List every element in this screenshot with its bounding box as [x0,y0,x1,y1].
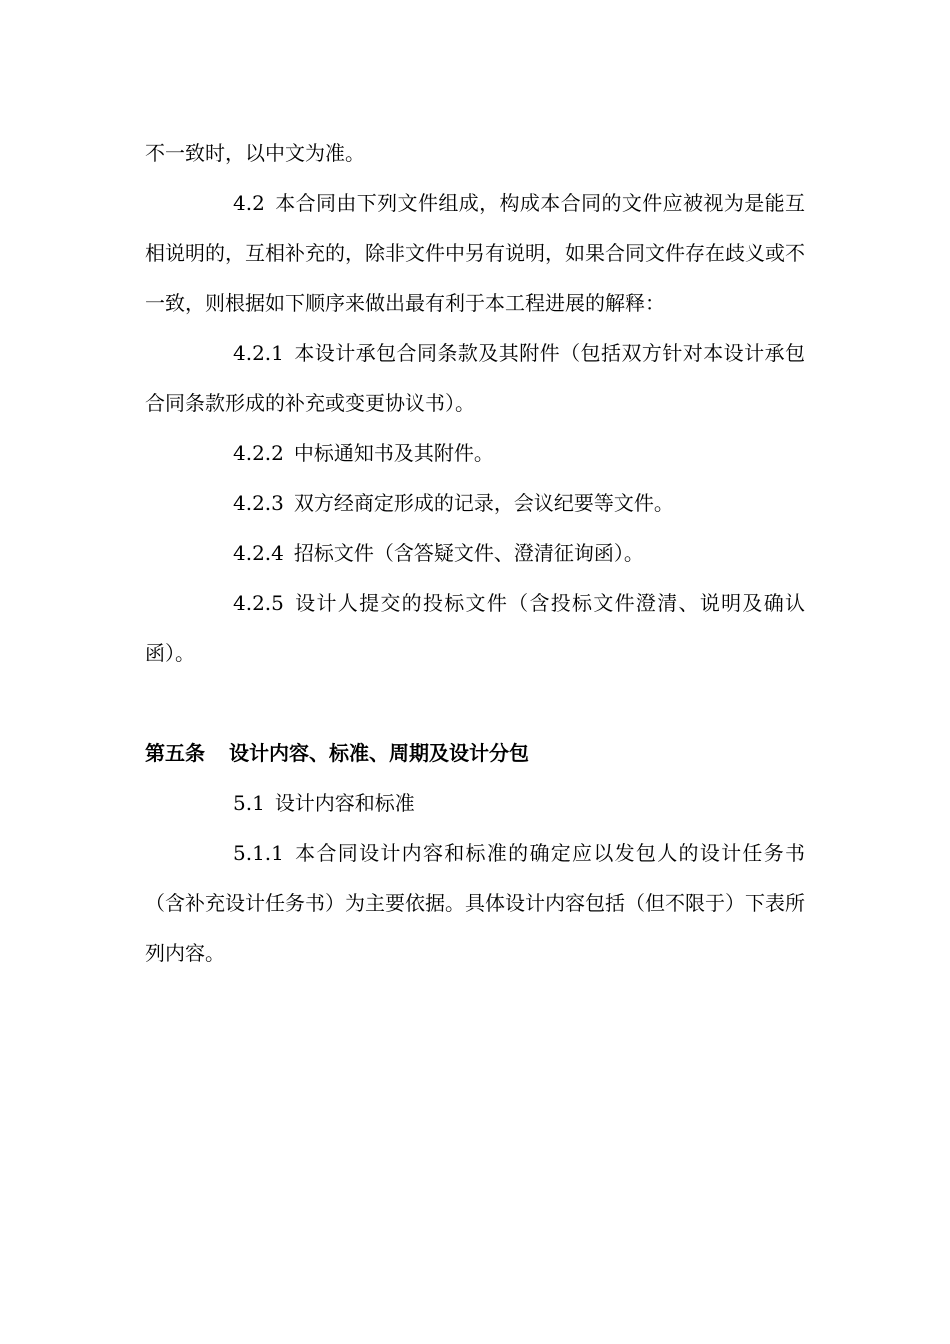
clause-number: 4.2.4 [233,541,284,565]
article-5-heading [145,728,805,778]
clause-number: 4.2.2 [233,441,284,465]
clause-text: 本合同由下列文件组成，构成本合同的文件应被视为是能互相说明的，互相补充的，除非文件中另有说明，如果合同文件存在歧义或不一致，则根据如下顺序来做出最有利于本工程进展的解释： [145,191,805,315]
clause-text: 本设计承包合同条款及其附件（包括双方针对本设计承包合同条款形成的补充或变更协议书）。 [145,341,805,415]
article-title: 设计内容、标准、周期及设计分包 [229,741,529,765]
clause-text: 中标通知书及其附件。 [293,441,494,465]
clause-5-1-1 [145,828,805,978]
continuation-paragraph: 不一致时，以中文为准。 [145,141,365,165]
clause-text: 设计人提交的投标文件（含投标文件澄清、说明及确认函）。 [145,591,805,665]
clause-4-2-3 [145,478,805,528]
clause-text: 设计内容和标准 [274,791,415,815]
section-spacer [145,678,805,728]
clause-number: 4.2.3 [233,491,284,515]
clause-4-2 [145,178,805,328]
clause-number: 5.1 [233,791,265,815]
clause-number: 4.2.5 [233,591,284,615]
clause-text: 本合同设计内容和标准的确定应以发包人的设计任务书（含补充设计任务书）为主要依据。具体设计内容包括（但不限于）下表所列内容。 [145,841,805,965]
clause-number: 5.1.1 [233,841,284,865]
clause-4-2-1 [145,328,805,428]
clause-4-2-2 [145,428,805,478]
clause-text: 招标文件（含答疑文件、澄清征询函）。 [293,541,644,565]
clause-4-2-4 [145,528,805,578]
clause-5-1 [145,778,805,828]
clause-number: 4.2 [233,191,265,215]
document-body [145,128,805,978]
clause-4-2-5 [145,578,805,678]
article-label: 第五条 [145,741,205,765]
clause-text: 双方经商定形成的记录，会议纪要等文件。 [293,491,674,515]
clause-number: 4.2.1 [233,341,284,365]
